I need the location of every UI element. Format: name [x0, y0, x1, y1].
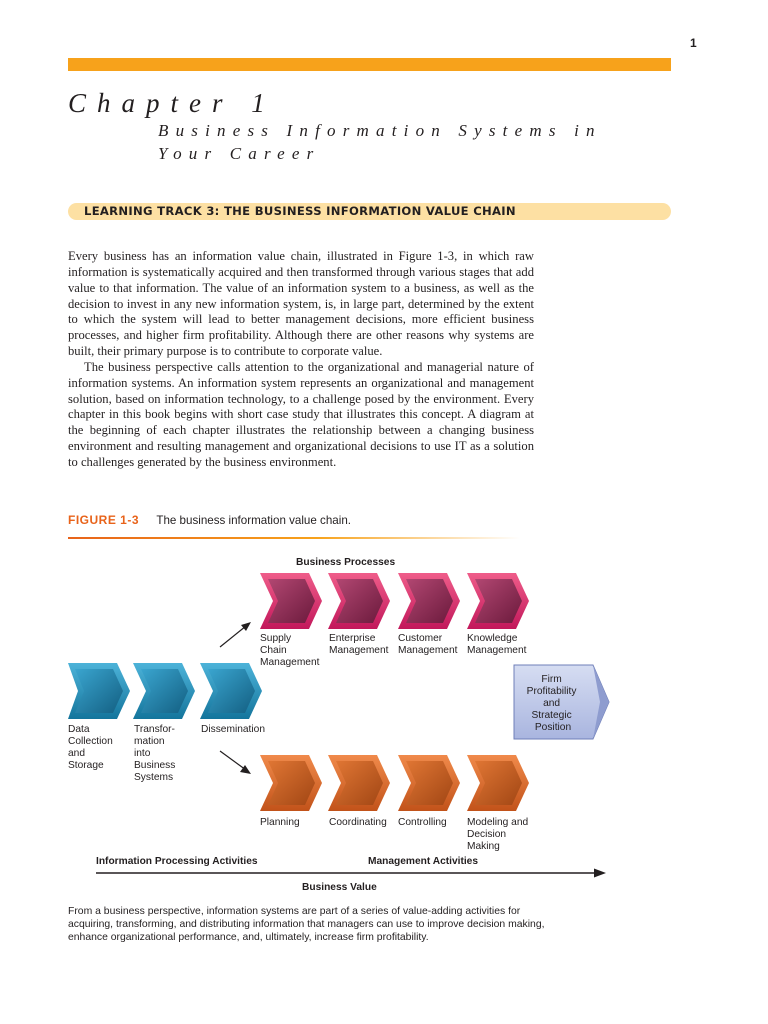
arrow-to-management-activities — [220, 751, 251, 774]
bp-chevron-supply-chain — [260, 573, 322, 629]
ip-label-dissemination: Dissemination — [201, 724, 265, 735]
figure-rule — [68, 537, 520, 539]
ma-label-coordinating: Coordinating — [329, 817, 387, 828]
bp-chevron-knowledge — [467, 573, 529, 629]
body-paragraph-2: The business perspective calls attention to the organizational and managerial nature of information systems. An information system represents an organizational and management solution, based on information technology, to a challenge posed by the environment. Every chapter in this book begins with short case study that illustrates this concept. A diagram at the beginning of each chapter illustrates the relationship between a changing business environment and resulting management and organizational decisions to use IT as a solution to challenges generated by the business environment. — [68, 359, 534, 469]
ma-chevron-controlling — [398, 755, 460, 811]
ip-chevron-data-collection — [68, 663, 130, 719]
ma-label-modeling: Modeling and Decision Making — [467, 817, 529, 852]
management-activities-heading: Management Activities — [368, 856, 479, 867]
ip-label-data-collection: Data Collection and Storage — [68, 724, 113, 771]
outcome-label: Firm Profitability and Strategic Position — [526, 674, 577, 733]
value-chain-diagram — [60, 548, 620, 898]
ma-label-planning: Planning — [260, 817, 300, 828]
bp-label-customer: Customer Management — [398, 633, 458, 656]
chapter-header-bar — [68, 58, 671, 71]
figure-number: FIGURE 1-3 — [68, 513, 140, 527]
chapter-subtitle: Business Information Systems in Your Career — [158, 121, 602, 163]
body-paragraph-1: Every business has an information value chain, illustrated in Figure 1-3, in which raw information is systematically acquired and then transformed through various stages that add value to that information. The value of an information system to a business, as well as the decision to invest in any new information system, is, in large part, determined by the extent to which the system will lead to better management decisions, more efficient business processes, and higher firm profitability. Although there are other reasons why systems are built, their primary purpose is to contribute to corporate value. — [68, 249, 534, 359]
ma-chevron-modeling — [467, 755, 529, 811]
business-value-label: Business Value — [302, 882, 377, 893]
page-number: 1 — [690, 36, 697, 50]
ma-chevron-coordinating — [328, 755, 390, 811]
bp-label-supply-chain: Supply Chain Management — [260, 633, 320, 668]
ma-chevron-planning — [260, 755, 322, 811]
ip-chevron-transformation — [133, 663, 195, 719]
figure-caption — [68, 513, 351, 528]
bp-chevron-enterprise — [328, 573, 390, 629]
figure-title: The business information value chain. — [156, 514, 351, 527]
business-processes-heading: Business Processes — [296, 557, 396, 568]
ip-chevron-dissemination — [200, 663, 262, 719]
ip-label-transformation: Transfor- mation into Business Systems — [134, 724, 176, 783]
figure-footnote: From a business perspective, information systems are part of a series of value-adding activities for acquiring, transforming, and distributing information that managers can use to improve decision making, enhance organizational performance, and, ultimately, increase firm profitability. — [68, 906, 545, 943]
bp-label-knowledge: Knowledge Management — [467, 633, 527, 656]
chapter-title: Chapter 1 — [68, 88, 276, 118]
arrow-to-business-processes — [220, 622, 251, 647]
bp-label-enterprise: Enterprise Management — [329, 633, 389, 656]
learning-track-heading: LEARNING TRACK 3: THE BUSINESS INFORMATION VALUE CHAIN — [84, 204, 516, 218]
business-value-axis — [96, 869, 606, 878]
body-text — [68, 249, 534, 471]
info-processing-heading: Information Processing Activities — [96, 856, 258, 867]
bp-chevron-customer — [398, 573, 460, 629]
ma-label-controlling: Controlling — [398, 817, 447, 828]
